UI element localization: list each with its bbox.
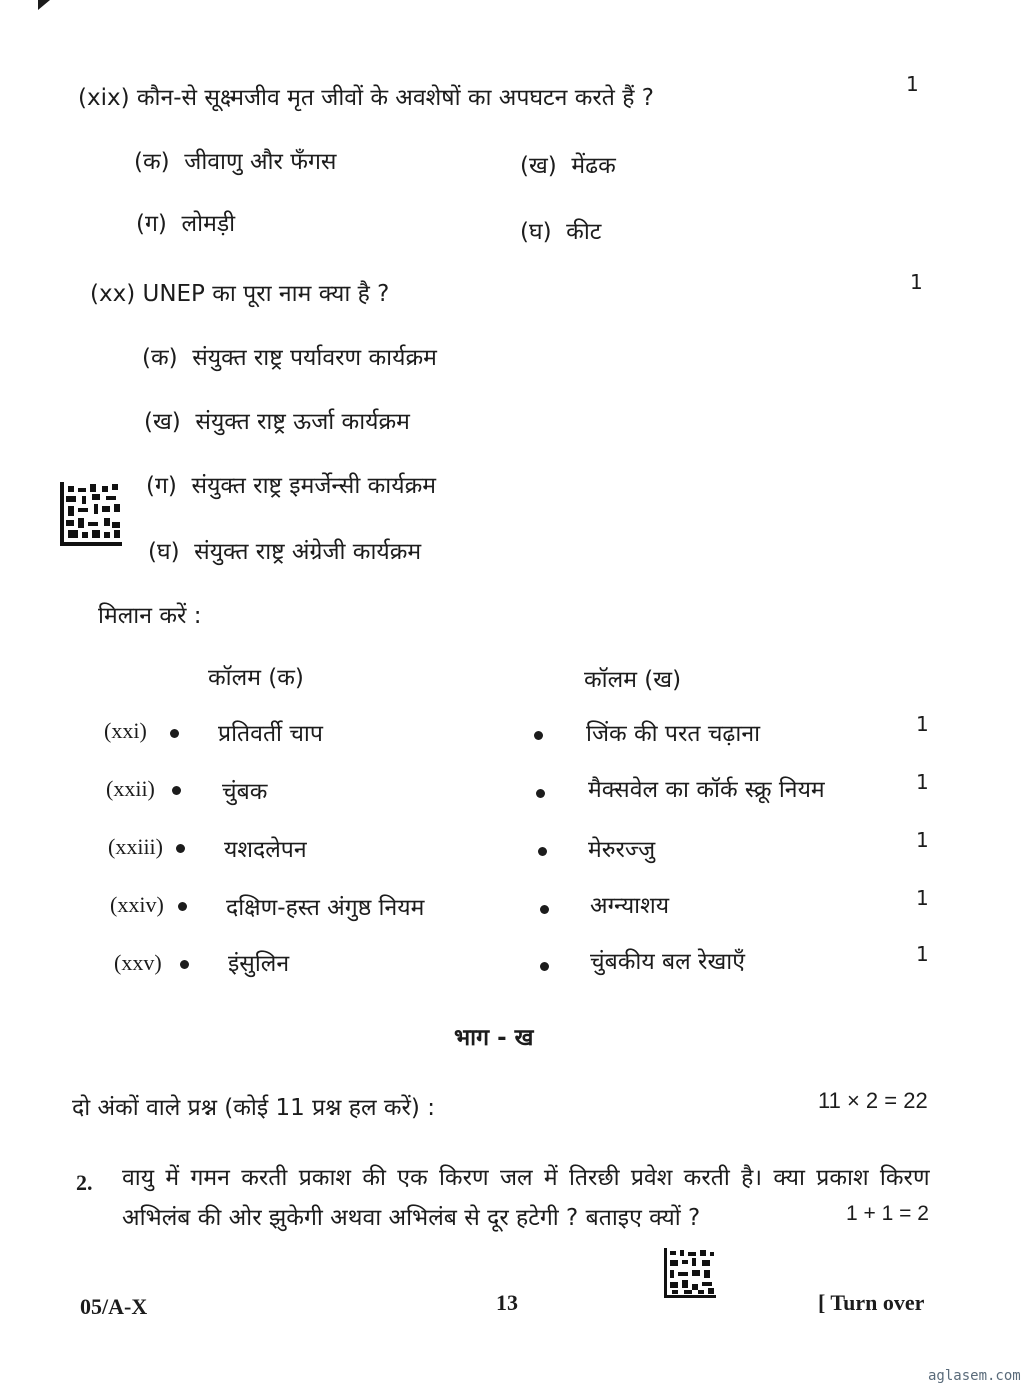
option-text: संयुक्त राष्ट्र पर्यावरण कार्यक्रम xyxy=(192,345,437,371)
bullet-dot xyxy=(534,731,543,740)
bullet-dot xyxy=(540,905,549,914)
bullet-dot xyxy=(180,960,189,969)
option-label: (क) xyxy=(134,149,170,175)
page-corner-mark xyxy=(38,0,50,10)
question-marks: 1 + 1 = 2 xyxy=(846,1202,929,1225)
option-b xyxy=(144,404,410,436)
column-a-item: इंसुलिन xyxy=(228,951,290,977)
option-d xyxy=(520,214,601,246)
bullet-dot xyxy=(172,786,181,795)
bullet-dot xyxy=(170,729,179,738)
marks-xx: 1 xyxy=(910,270,923,294)
marks: 1 xyxy=(916,712,929,736)
column-a-item: चुंबक xyxy=(222,779,268,805)
bullet-dot xyxy=(540,962,549,971)
section-instruction: दो अंकों वाले प्रश्न (कोई 11 प्रश्न हल करें) : xyxy=(72,1095,435,1121)
question-text: कौन-से सूक्ष्मजीव मृत जीवों के अवशेषों का अपघटन करते हैं ? xyxy=(136,85,654,111)
data-matrix-code-bottom xyxy=(664,1248,716,1298)
option-label: (घ) xyxy=(148,539,180,565)
bullet-dot xyxy=(538,847,547,856)
option-d xyxy=(148,534,421,566)
option-label: (ख) xyxy=(520,153,557,179)
option-label: (घ) xyxy=(520,219,552,245)
marks: 1 xyxy=(916,770,929,794)
turn-over-label: [ Turn over xyxy=(818,1290,925,1315)
option-label: (क) xyxy=(142,345,178,371)
page-number: 13 xyxy=(496,1290,518,1315)
column-b-item: जिंक की परत चढ़ाना xyxy=(586,721,761,747)
marks: 1 xyxy=(916,942,929,966)
column-b-item: अग्न्याशय xyxy=(590,893,670,919)
bullet-dot xyxy=(176,844,185,853)
bullet-dot xyxy=(536,789,545,798)
option-a xyxy=(142,340,437,372)
option-c xyxy=(136,206,235,238)
option-label: (ख) xyxy=(144,409,181,435)
question-text: UNEP का पूरा नाम क्या है ? xyxy=(142,281,390,307)
match-number: (xxiv) xyxy=(110,892,164,917)
data-matrix-code-left xyxy=(60,482,122,546)
match-number: (xxiii) xyxy=(108,834,163,859)
match-number: (xxi) xyxy=(104,718,147,743)
column-b-item: मैक्सवेल का कॉर्क स्क्रू नियम xyxy=(588,777,825,803)
option-label: (ग) xyxy=(146,473,177,499)
option-b xyxy=(520,148,616,180)
watermark: aglasem.com xyxy=(928,1368,1021,1384)
question-number: (xix) xyxy=(78,85,130,111)
marks: 1 xyxy=(916,828,929,852)
option-text: कीट xyxy=(566,219,602,245)
match-number: (xxii) xyxy=(106,776,155,801)
paper-code: 05/A-X xyxy=(80,1294,148,1319)
option-text: संयुक्त राष्ट्र इमर्जेन्सी कार्यक्रम xyxy=(191,473,436,499)
column-b-heading: कॉलम (ख) xyxy=(584,667,682,693)
question-number: (xx) xyxy=(90,281,136,307)
column-a-item: प्रतिवर्ती चाप xyxy=(218,721,323,747)
match-number: (xxv) xyxy=(114,950,162,975)
question-number: 2. xyxy=(76,1170,93,1195)
option-text: संयुक्त राष्ट्र ऊर्जा कार्यक्रम xyxy=(195,409,410,435)
column-b-item: मेरुरज्जु xyxy=(588,837,656,863)
question-xx xyxy=(90,276,389,308)
question-xix xyxy=(78,80,654,112)
option-text: जीवाणु और फँगस xyxy=(184,149,337,175)
option-text: लोमड़ी xyxy=(181,211,236,237)
marks: 1 xyxy=(916,886,929,910)
column-a-item: यशदलेपन xyxy=(224,837,307,863)
column-a-heading: कॉलम (क) xyxy=(208,665,304,691)
option-label: (ग) xyxy=(136,211,167,237)
option-text: मेंढक xyxy=(571,153,616,179)
question-text-line1: वायु में गमन करती प्रकाश की एक किरण जल में तिरछी प्रवेश करती है। क्या प्रकाश किरण xyxy=(122,1165,930,1191)
bullet-dot xyxy=(178,902,187,911)
option-c xyxy=(146,468,436,500)
option-text: संयुक्त राष्ट्र अंग्रेजी कार्यक्रम xyxy=(194,539,422,565)
column-a-item: दक्षिण-हस्त अंगुष्ठ नियम xyxy=(226,895,425,921)
marks-xix: 1 xyxy=(906,72,919,96)
section-title: भाग - ख xyxy=(454,1025,534,1051)
option-a xyxy=(134,144,336,176)
column-b-item: चुंबकीय बल रेखाएँ xyxy=(590,949,745,975)
match-heading: मिलान करें : xyxy=(98,603,202,629)
section-total-marks: 11 × 2 = 22 xyxy=(818,1088,928,1113)
question-text-line2: अभिलंब की ओर झुकेगी अथवा अभिलंब से दूर हटेगी ? बताइए क्यों ? xyxy=(122,1205,701,1231)
